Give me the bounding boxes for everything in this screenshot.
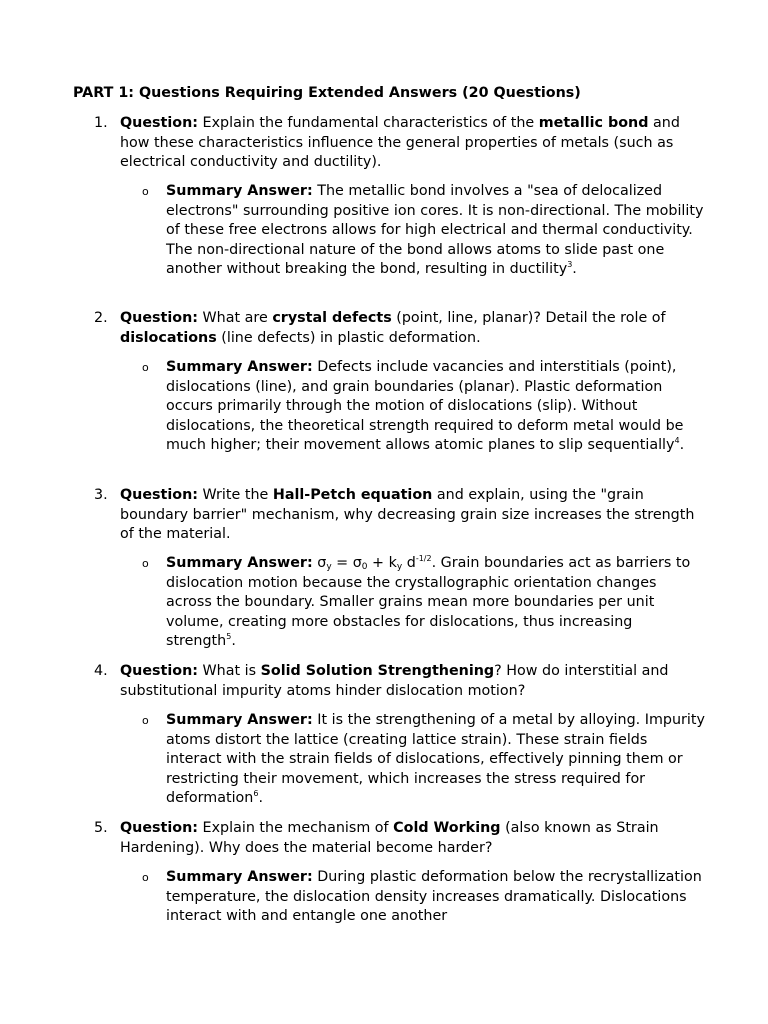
question-5: 5. Question: Explain the mechanism of Cold Working (also known as Strain Hardening). Why does the material become harder? (94, 820, 659, 856)
bullet-icon: o (142, 871, 149, 884)
question-label: Question: (120, 663, 198, 679)
key-term: metallic bond (538, 115, 649, 131)
answer-1: o Summary Answer: The metallic bond involves a "sea of delocalized electrons" surrounding positive ion cores. It is non-directional. The mobility of these free electrons allows for high electrical and thermal conductivity. The non-directional nature of the bond allows atoms to slide past one another without breaking the bond, resulting in ductility$^3$. (142, 183, 704, 277)
question-number: 4. (94, 663, 108, 679)
bullet-icon: o (142, 557, 149, 570)
hall-petch-equation: $\sigma_y = \sigma_0 + k_y$ $d^{-1/2}$ (317, 554, 432, 572)
key-term: Solid Solution Strengthening (260, 663, 495, 679)
answer-2: o Summary Answer: Defects include vacancies and interstitials (point), dislocations (line), and grain boundaries (planar). Plastic deformation occurs primarily through the motion of dislocations (slip). Without dislocations, the theoretical strength required to deform metal would be much higher; their movement allows atomic planes to slip sequentially$^4$. (142, 359, 685, 453)
footnote-ref: 4 (674, 436, 680, 445)
question-number: 5. (94, 820, 108, 836)
key-term: crystal defects (272, 310, 392, 326)
question-3: 3. Question: Write the Hall-Petch equation and explain, using the "grain boundary barrier" mechanism, why decreasing grain size increases the strength of the material. (94, 487, 695, 542)
answer-4: o Summary Answer: It is the strengthening of a metal by alloying. Impurity atoms distort the lattice (creating lattice strain). These strain fields interact with the strain fields of dislocations, effectively pinning them or restricting their movement, which increases the stress required for deformation$^6$. (142, 712, 705, 806)
answer-label: Summary Answer: (166, 712, 313, 728)
answer-label: Summary Answer: (166, 555, 313, 571)
footnote-ref: 6 (253, 789, 259, 798)
question-number: 2. (94, 310, 108, 326)
key-term: Hall-Petch equation (272, 487, 433, 503)
bullet-icon: o (142, 714, 149, 727)
answer-3: o Summary Answer: $\sigma_y = \sigma_0 + k_y$ $d^{-1/2}$. Grain boundaries act as barriers to dislocation motion because the crystallographic orientation changes across the boundary. Smaller grains mean more boundaries per unit volume, creating more obstacles for dislocations, thus increasing strength$^5$. (142, 554, 691, 649)
bullet-icon: o (142, 185, 149, 198)
question-2: 2. Question: What are crystal defects (point, line, planar)? Detail the role of dislocations (line defects) in plastic deformation. (94, 310, 666, 346)
question-label: Question: (120, 115, 198, 131)
key-term: dislocations (120, 329, 217, 346)
question-4: 4. Question: What is Solid Solution Strengthening? How do interstitial and substitutional impurity atoms hinder dislocation motion? (94, 663, 669, 699)
bullet-icon: o (142, 361, 149, 374)
question-label: Question: (120, 310, 198, 326)
answer-label: Summary Answer: (166, 869, 313, 885)
part-heading: PART 1: Questions Requiring Extended Answers (20 Questions) (73, 85, 581, 101)
answer-label: Summary Answer: (166, 183, 313, 199)
footnote-ref: 5 (226, 632, 232, 641)
key-term: Cold Working (393, 820, 501, 836)
question-number: 1. (94, 115, 108, 131)
answer-label: Summary Answer: (166, 359, 313, 375)
question-label: Question: (120, 820, 198, 836)
answer-5: o Summary Answer: During plastic deformation below the recrystallization temperature, the dislocation density increases dramatically. Dislocations interact with and entangle one another (142, 869, 702, 924)
question-label: Question: (120, 487, 198, 503)
question-number: 3. (94, 487, 108, 503)
question-1: 1. Question: Explain the fundamental characteristics of the metallic bond and how these characteristics influence the general properties of metals (such as electrical conductivity and ductility). (94, 115, 680, 170)
footnote-ref: 3 (567, 260, 573, 269)
